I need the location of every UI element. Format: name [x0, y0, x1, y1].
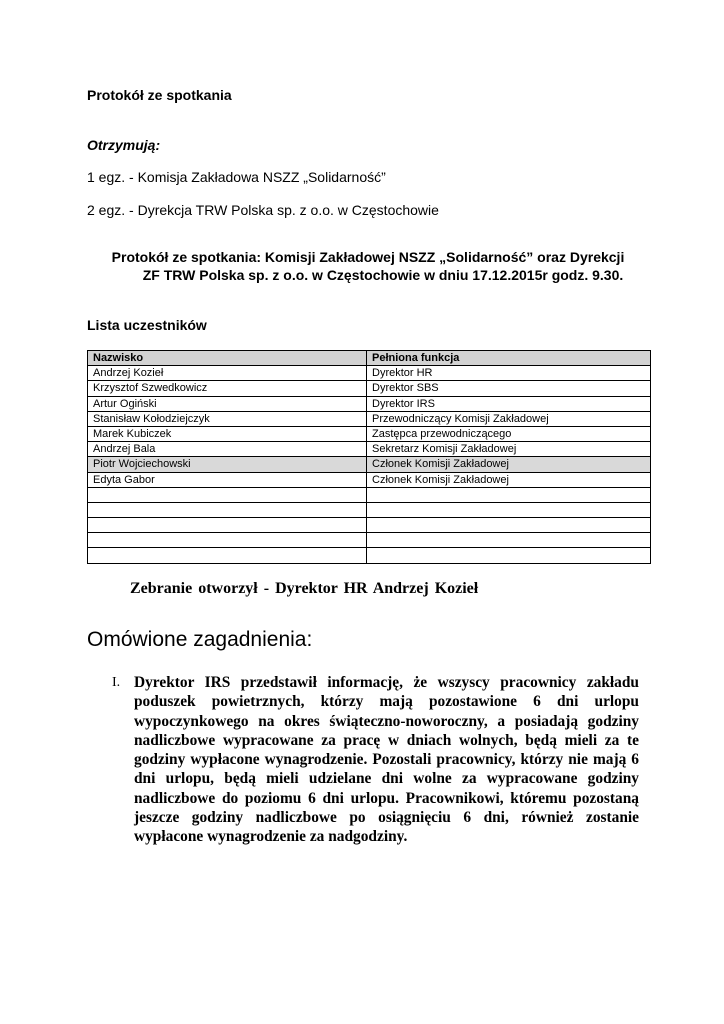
table-row [88, 457, 651, 472]
participant-function: Członek Komisji Zakładowej [367, 472, 651, 487]
participant-function: Dyrektor HR [367, 366, 651, 381]
participant-function: Zastępca przewodniczącego [367, 426, 651, 441]
participant-name: Marek Kubiczek [88, 426, 367, 441]
meeting-heading-line-1: Protokół ze spotkania: Komisji Zakładowej NSZZ „Solidarność” oraz Dyrekcji [111, 249, 625, 265]
participants-heading: Lista uczestników [87, 317, 207, 333]
participant-name: Artur Ogiński [88, 396, 367, 411]
participant-name: Krzysztof Szwedkowicz [88, 381, 367, 396]
table-row [88, 472, 651, 487]
table-row [88, 396, 651, 411]
table-row [88, 442, 651, 457]
column-header-name: Nazwisko [88, 351, 367, 366]
recipient-1: 1 egz. - Komisja Zakładowa NSZZ „Solidarność” [87, 169, 386, 185]
participant-function: Sekretarz Komisji Zakładowej [367, 442, 651, 457]
discussed-topics-heading: Omówione zagadnienia: [87, 628, 313, 651]
table-row [88, 426, 651, 441]
meeting-opened-by: Zebranie otworzył - Dyrektor HR Andrzej Kozieł [130, 580, 479, 597]
participants-table [87, 350, 651, 564]
participant-function: Przewodniczący Komisji Zakładowej [367, 411, 651, 426]
table-header-row [88, 351, 651, 366]
participant-name: Piotr Wojciechowski [88, 457, 367, 472]
participant-name: Andrzej Bala [88, 442, 367, 457]
empty-table-row [88, 487, 651, 502]
participant-name: Stanisław Kołodziejczyk [88, 411, 367, 426]
table-row [88, 381, 651, 396]
participant-function: Członek Komisji Zakładowej [367, 457, 651, 472]
meeting-heading-line-2: ZF TRW Polska sp. z o.o. w Częstochowie w dniu 17.12.2015r godz. 9.30. [142, 267, 624, 283]
document-title: Protokół ze spotkania [87, 87, 232, 103]
recipient-2: 2 egz. - Dyrekcja TRW Polska sp. z o.o. w Częstochowie [87, 202, 439, 218]
item-text: Dyrektor IRS przedstawił informację, że wszyscy pracownicy zakładu poduszek powietrznych, którzy mają pozostawione 6 dni urlopu wypoczynkowego na okres świąteczno-noworoczny, a posiadają godziny nadliczbowe wypracowane za pracę w dniach wolnych, będą mieli za te godziny wypłacone wynagrodzenie. Pozostali pracownicy, którzy nie mają 6 dni urlopu, będą mieli udzielane dni wolne za wypracowane godziny nadliczbowe do poziomu 6 dni urlopu. Pracownikowi, któremu pozostaną jeszcze godziny nadliczbowe po osiągnięciu 6 dni, również zostanie wypłacone wynagrodzenie za nadgodziny. [134, 674, 639, 846]
participant-function: Dyrektor SBS [367, 381, 651, 396]
empty-table-row [88, 533, 651, 548]
meeting-heading [87, 248, 649, 284]
column-header-function: Pełniona funkcja [367, 351, 651, 366]
empty-table-row [88, 502, 651, 517]
recipients-heading: Otrzymują: [87, 137, 161, 153]
item-number: I. [112, 675, 121, 690]
table-row [88, 366, 651, 381]
empty-table-row [88, 518, 651, 533]
participant-name: Andrzej Kozieł [88, 366, 367, 381]
participant-name: Edyta Gabor [88, 472, 367, 487]
participant-function: Dyrektor IRS [367, 396, 651, 411]
empty-table-row [88, 548, 651, 563]
table-row [88, 411, 651, 426]
